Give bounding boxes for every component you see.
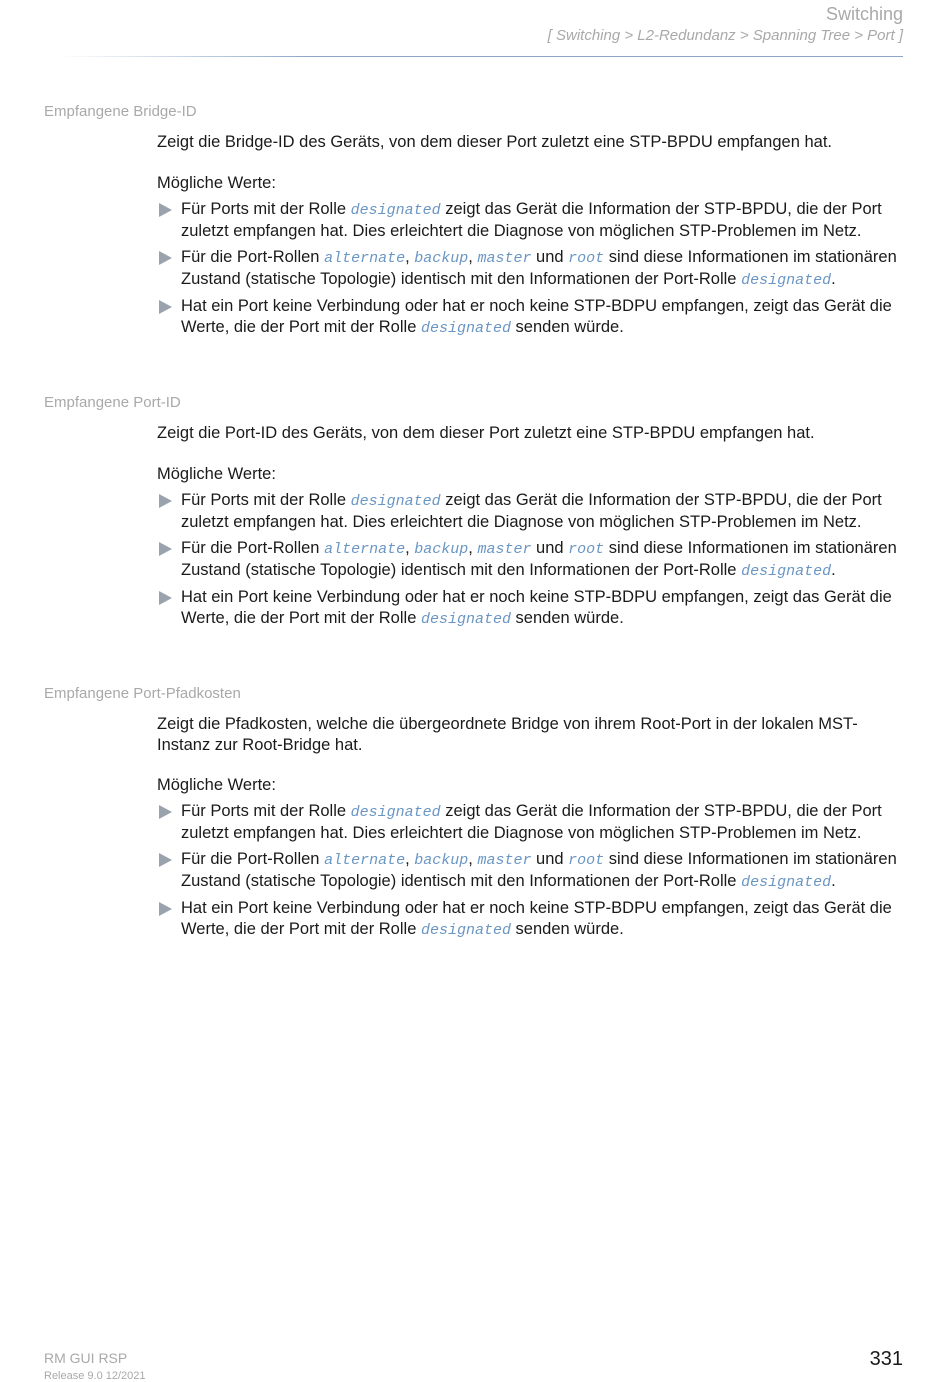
role-keyword: designated (420, 320, 511, 337)
role-keyword: designated (350, 804, 441, 821)
role-keyword: backup (414, 541, 469, 558)
role-keyword: backup (414, 852, 469, 869)
role-keyword: master (477, 541, 532, 558)
role-keyword: alternate (324, 250, 406, 267)
value-bullet: Für die Port-Rollen alternate, backup, master und root sind diese Informationen im stationären Zustand (statische Topologie) identisch mit den Informationen der Port-Rolle designated. (157, 538, 902, 582)
bullet-arrow-icon (159, 805, 172, 819)
section-heading: Empfangene Port-ID (44, 394, 181, 411)
possible-values-label: Mögliche Werte: (157, 465, 276, 483)
possible-values-label: Mögliche Werte: (157, 776, 276, 794)
role-keyword: designated (741, 563, 832, 580)
role-keyword: backup (414, 250, 469, 267)
role-keyword: designated (741, 272, 832, 289)
value-bullet: Für Ports mit der Rolle designated zeigt das Gerät die Information der STP-BPDU, die der Port zuletzt empfangen hat. Dies erleichtert die Diagnose von möglichen STP-Problemen im Netz. (157, 801, 902, 844)
section-heading: Empfangene Port-Pfadkosten (44, 685, 241, 702)
footer-release: Release 9.0 12/2021 (44, 1370, 146, 1382)
role-keyword: root (568, 541, 605, 558)
section-heading: Empfangene Bridge-ID (44, 103, 197, 120)
role-keyword: designated (350, 493, 441, 510)
role-keyword: master (477, 852, 532, 869)
values-list (157, 801, 902, 946)
value-bullet: Für Ports mit der Rolle designated zeigt das Gerät die Information der STP-BPDU, die der Port zuletzt empfangen hat. Dies erleichtert die Diagnose von möglichen STP-Problemen im Netz. (157, 490, 902, 533)
role-keyword: master (477, 250, 532, 267)
role-keyword: designated (350, 202, 441, 219)
role-keyword: root (568, 852, 605, 869)
role-keyword: designated (420, 922, 511, 939)
role-keyword: alternate (324, 541, 406, 558)
role-keyword: root (568, 250, 605, 267)
bullet-arrow-icon (159, 542, 172, 556)
page-number: 331 (869, 1348, 903, 1370)
value-bullet: Hat ein Port keine Verbindung oder hat er noch keine STP-BDPU empfangen, zeigt das Gerät die Werte, die der Port mit der Rolle designated senden würde. (157, 898, 902, 941)
values-list (157, 199, 902, 344)
value-bullet: Für Ports mit der Rolle designated zeigt das Gerät die Information der STP-BPDU, die der Port zuletzt empfangen hat. Dies erleichtert die Diagnose von möglichen STP-Problemen im Netz. (157, 199, 902, 242)
role-keyword: alternate (324, 852, 406, 869)
footer-product: RM GUI RSP (44, 1350, 128, 1366)
bullet-arrow-icon (159, 494, 172, 508)
section-description: Zeigt die Bridge-ID des Geräts, von dem dieser Port zuletzt eine STP-BPDU empfangen hat. (157, 133, 832, 151)
role-keyword: designated (741, 874, 832, 891)
value-bullet: Für die Port-Rollen alternate, backup, master und root sind diese Informationen im stationären Zustand (statische Topologie) identisch mit den Informationen der Port-Rolle designated. (157, 849, 902, 893)
values-list (157, 490, 902, 635)
breadcrumb: [ Switching > L2-Redundanz > Spanning Tree > Port ] (547, 27, 903, 44)
bullet-arrow-icon (159, 251, 172, 265)
section-description: Zeigt die Pfadkosten, welche die übergeordnete Bridge von ihrem Root-Port in der lokalen MST-Instanz zur Root-Bridge hat. (157, 715, 858, 754)
value-bullet: Hat ein Port keine Verbindung oder hat er noch keine STP-BDPU empfangen, zeigt das Gerät die Werte, die der Port mit der Rolle designated senden würde. (157, 587, 902, 630)
bullet-arrow-icon (159, 300, 172, 314)
bullet-arrow-icon (159, 902, 172, 916)
bullet-arrow-icon (159, 853, 172, 867)
bullet-arrow-icon (159, 591, 172, 605)
section-description: Zeigt die Port-ID des Geräts, von dem dieser Port zuletzt eine STP-BPDU empfangen hat. (157, 424, 815, 442)
value-bullet: Hat ein Port keine Verbindung oder hat er noch keine STP-BDPU empfangen, zeigt das Gerät die Werte, die der Port mit der Rolle designated senden würde. (157, 296, 902, 339)
bullet-arrow-icon (159, 203, 172, 217)
value-bullet: Für die Port-Rollen alternate, backup, master und root sind diese Informationen im stationären Zustand (statische Topologie) identisch mit den Informationen der Port-Rolle designated. (157, 247, 902, 291)
role-keyword: designated (420, 611, 511, 628)
header-title: Switching (825, 4, 903, 24)
header-divider (60, 56, 903, 57)
possible-values-label: Mögliche Werte: (157, 174, 276, 192)
